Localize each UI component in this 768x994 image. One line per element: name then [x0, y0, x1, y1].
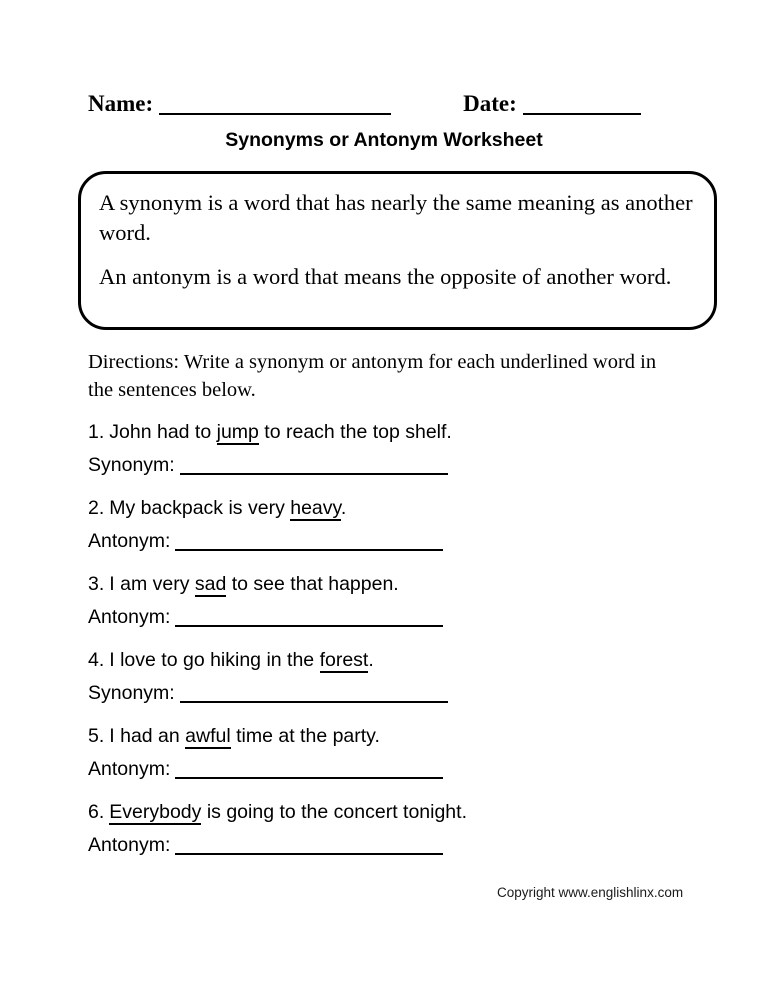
directions-text: Directions: Write a synonym or antonym for each underlined word in the sentences below.: [88, 351, 657, 401]
underlined-word: sad: [194, 573, 227, 595]
header-row: [88, 90, 641, 118]
worksheet-item: [88, 416, 467, 481]
answer-row: [88, 601, 467, 633]
item-sentence: [88, 492, 467, 524]
worksheet-item: [88, 644, 467, 709]
answer-blank[interactable]: [175, 606, 443, 628]
item-number: 6.: [88, 801, 105, 823]
item-number: 5.: [88, 725, 105, 747]
answer-blank[interactable]: [175, 758, 443, 780]
item-sentence: [88, 720, 467, 752]
item-sentence: [88, 568, 467, 600]
sentence-pre: My backpack is very: [109, 497, 291, 519]
copyright-text: Copyright www.englishlinx.com: [497, 885, 684, 900]
answer-prompt: Synonym:: [88, 682, 175, 704]
worksheet-item: [88, 720, 467, 785]
sentence-post: .: [368, 649, 374, 671]
sentence-pre: I had an: [109, 725, 186, 747]
definition-antonym: An antonym is a word that means the opposite of another word.: [99, 264, 672, 289]
underlined-word: awful: [185, 725, 231, 747]
answer-row: [88, 677, 467, 709]
sentence-post: time at the party.: [230, 725, 380, 747]
definition-synonym: A synonym is a word that has nearly the same meaning as another word.: [99, 190, 693, 245]
sentence-pre: I love to go hiking in the: [109, 649, 320, 671]
worksheet-item: [88, 492, 467, 557]
sentence-pre: I am very: [109, 573, 195, 595]
item-number: 1.: [88, 421, 105, 443]
answer-blank[interactable]: [175, 834, 443, 856]
answer-blank[interactable]: [175, 530, 443, 552]
answer-prompt: Antonym:: [88, 530, 171, 552]
answer-prompt: Antonym:: [88, 758, 171, 780]
sentence-post: to see that happen.: [226, 573, 399, 595]
answer-blank[interactable]: [180, 682, 448, 704]
worksheet-title: Synonyms or Antonym Worksheet: [225, 129, 543, 151]
worksheet-item: [88, 568, 467, 633]
sentence-post: .: [340, 497, 347, 519]
answer-row: [88, 449, 467, 481]
answer-row: [88, 753, 467, 785]
sentence-pre: John had to: [109, 421, 217, 443]
item-sentence: [88, 644, 467, 676]
underlined-word: heavy: [290, 497, 341, 519]
underlined-word: forest: [319, 649, 369, 671]
item-sentence: [88, 796, 467, 828]
date-label: Date:: [463, 91, 517, 116]
item-number: 4.: [88, 649, 105, 671]
item-sentence: [88, 416, 467, 448]
sentence-post: to reach the top shelf.: [258, 421, 452, 443]
item-number: 3.: [88, 573, 105, 595]
underlined-word: Everybody: [109, 801, 202, 823]
underlined-word: jump: [216, 421, 259, 443]
name-field-blank[interactable]: [159, 90, 391, 115]
answer-prompt: Antonym:: [88, 834, 171, 856]
answer-row: [88, 829, 467, 861]
definitions-box: [78, 171, 717, 330]
item-number: 2.: [88, 497, 105, 519]
worksheet-item: [88, 796, 467, 861]
date-field-blank[interactable]: [523, 90, 641, 115]
answer-prompt: Antonym:: [88, 606, 171, 628]
answer-row: [88, 525, 467, 557]
name-label: Name:: [88, 91, 154, 116]
answer-prompt: Synonym:: [88, 454, 175, 476]
answer-blank[interactable]: [180, 454, 448, 476]
items-list: [88, 416, 467, 872]
sentence-post: is going to the concert tonight.: [201, 801, 467, 823]
